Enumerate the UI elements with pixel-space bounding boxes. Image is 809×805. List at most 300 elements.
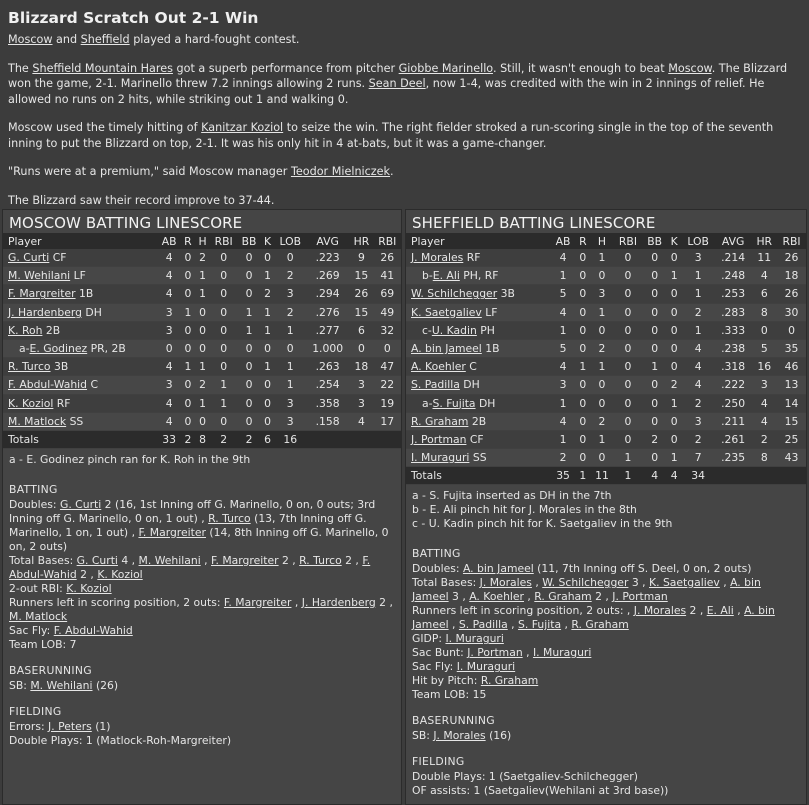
stat-cell: 16 <box>751 358 777 376</box>
stat-cell: .253 <box>715 285 752 303</box>
footnote: a - E. Godinez pinch ran for K. Roh in the 9th <box>9 452 251 466</box>
stat-cell: 1 <box>575 358 590 376</box>
stat-cell: 1 <box>181 303 195 321</box>
player-link[interactable]: J. Portman <box>612 590 668 604</box>
player-link[interactable]: R. Graham <box>411 414 469 428</box>
player-link[interactable]: W. Schilchegger <box>411 287 498 301</box>
sheffield-header-row <box>406 233 806 249</box>
table-row <box>3 394 401 412</box>
table-row <box>3 358 401 376</box>
stat-cell: 3 <box>274 412 306 430</box>
table-row <box>3 267 401 285</box>
stat-cell: 4 <box>158 358 181 376</box>
stat-cell: 0 <box>667 249 681 267</box>
table-row <box>406 394 806 412</box>
stat-cell: 0 <box>642 285 667 303</box>
stat-cell: 0 <box>237 412 260 430</box>
stat-cell: 0 <box>210 249 237 267</box>
column-header: LOB <box>681 233 714 249</box>
stat-cell: 0 <box>614 430 643 448</box>
stat-cell: 1 <box>667 449 681 467</box>
table-row <box>406 321 806 339</box>
stat-cell: 4 <box>158 412 181 430</box>
stat-cell: 0 <box>210 267 237 285</box>
stat-cell: 1 <box>195 285 210 303</box>
stat-cell: 0 <box>261 249 275 267</box>
totals-cell: 2 <box>210 430 237 448</box>
player-link[interactable]: E. Ali <box>432 269 460 283</box>
detail-line: Double Plays: 1 (Saetgaliev-Schilchegger) <box>412 770 638 784</box>
player-link[interactable]: M. Wehilani <box>138 553 201 567</box>
story-paragraph: The Blizzard saw their record improve to 37-44. <box>8 193 275 207</box>
stat-cell: 4 <box>158 249 181 267</box>
stat-cell: 0 <box>575 430 590 448</box>
stat-cell: 0 <box>614 394 643 412</box>
table-row <box>406 339 806 357</box>
player-link[interactable]: M. Matlock <box>8 414 67 428</box>
stat-cell: 49 <box>374 303 401 321</box>
stat-cell: 14 <box>777 394 806 412</box>
stat-cell: 4 <box>681 339 714 357</box>
detail-line: Sac Bunt: J. Portman , I. Muraguri <box>412 646 592 660</box>
stat-cell: 0 <box>642 321 667 339</box>
player-link[interactable]: Giobbe Marinello <box>398 61 493 75</box>
sheffield-details <box>406 547 806 798</box>
stat-cell: 0 <box>237 285 260 303</box>
stat-cell: 35 <box>777 339 806 357</box>
stat-cell: 1 <box>642 358 667 376</box>
column-header: BB <box>642 233 667 249</box>
stat-cell: 22 <box>374 376 401 394</box>
player-link[interactable]: J. Portman <box>411 432 467 446</box>
detail-line: SB: J. Morales (16) <box>412 729 512 743</box>
player-link[interactable]: S. Padilla <box>411 378 460 392</box>
player-link[interactable]: A. bin Jameel <box>462 562 534 576</box>
player-link[interactable]: M. Wehilani <box>30 678 93 692</box>
detail-line: Runners left in scoring position, 2 outs: F. Margreiter , J. Hardenberg 2 , M. Matlock <box>9 595 393 623</box>
stat-cell: 1 <box>681 267 714 285</box>
player-cell: W. Schilchegger 3B <box>406 285 551 303</box>
detail-line: Doubles: A. bin Jameel (11, 7th Inning off S. Deel, 0 on, 2 outs) <box>412 562 752 576</box>
stat-cell: 4 <box>681 376 714 394</box>
table-row <box>3 285 401 303</box>
stat-cell: 2 <box>274 267 306 285</box>
stat-cell: 0 <box>575 267 590 285</box>
stat-cell: 0 <box>575 376 590 394</box>
stat-cell: 1 <box>210 376 237 394</box>
sheffield-rows <box>406 249 806 467</box>
column-header: RBI <box>374 233 401 249</box>
stat-cell: 26 <box>374 249 401 267</box>
column-header: RBI <box>777 233 806 249</box>
player-link[interactable]: I. Muraguri <box>445 632 504 646</box>
stat-cell: 3 <box>158 303 181 321</box>
stat-cell: .333 <box>715 321 752 339</box>
totals-cell: 34 <box>681 467 714 485</box>
player-link[interactable]: I. Muraguri <box>411 451 470 465</box>
stat-cell: 2 <box>195 249 210 267</box>
stat-cell: 1 <box>261 303 275 321</box>
player-cell: a-E. Godinez PR, 2B <box>3 339 158 357</box>
player-link[interactable]: F. Margreiter <box>8 287 76 301</box>
player-link[interactable]: A. bin Jameel <box>412 604 775 632</box>
sheffield-notes <box>406 485 806 535</box>
section-heading: BATTING <box>412 547 461 561</box>
stat-cell: 0 <box>667 339 681 357</box>
column-header: RBI <box>614 233 643 249</box>
player-link[interactable]: Moscow <box>8 33 53 46</box>
stat-cell: 0 <box>158 339 181 357</box>
player-link[interactable]: K. Koziol <box>66 581 112 595</box>
player-link[interactable]: R. Turco <box>208 511 251 525</box>
player-link[interactable]: K. Roh <box>8 323 43 337</box>
stat-cell: 2 <box>261 285 275 303</box>
moscow-linescore-title: MOSCOW BATTING LINESCORE <box>9 214 243 232</box>
player-link[interactable]: R. Turco <box>299 553 342 567</box>
stat-cell: 0 <box>374 339 401 357</box>
column-header: R <box>575 233 590 249</box>
column-header: RBI <box>210 233 237 249</box>
player-cell: R. Turco 3B <box>3 358 158 376</box>
stat-cell: 0 <box>642 303 667 321</box>
section-heading: FIELDING <box>9 704 62 718</box>
stat-cell: 0 <box>614 412 643 430</box>
stat-cell: 0 <box>274 249 306 267</box>
stat-cell: .254 <box>306 376 349 394</box>
stat-cell: 4 <box>158 394 181 412</box>
stat-cell: .248 <box>715 267 752 285</box>
stat-cell: .235 <box>715 449 752 467</box>
totals-cell <box>715 467 752 485</box>
stat-cell: 1 <box>237 321 260 339</box>
totals-cell: 2 <box>237 430 260 448</box>
column-header: AB <box>551 233 576 249</box>
table-row <box>3 303 401 321</box>
stat-cell: 8 <box>751 303 777 321</box>
moscow-totals-row <box>3 430 401 448</box>
stat-cell: 0 <box>181 321 195 339</box>
player-link[interactable]: K. Saetgaliev <box>649 576 720 590</box>
player-link[interactable]: U. Kadin <box>431 323 477 337</box>
stat-cell: 1 <box>681 285 714 303</box>
stat-cell: 0 <box>614 339 643 357</box>
player-link[interactable]: J. Morales <box>633 604 687 618</box>
player-cell: M. Matlock SS <box>3 412 158 430</box>
player-link[interactable]: F. Abdul-Wahid <box>53 623 133 637</box>
player-link[interactable]: J. Morales <box>433 729 486 743</box>
stat-cell: 1 <box>551 267 576 285</box>
moscow-details <box>3 483 401 748</box>
section-heading: FIELDING <box>412 755 465 769</box>
column-header: K <box>261 233 275 249</box>
stat-cell: .250 <box>715 394 752 412</box>
stat-cell: 0 <box>590 267 613 285</box>
detail-line: Team LOB: 7 <box>9 637 77 651</box>
stat-cell: 1 <box>614 449 643 467</box>
player-cell: I. Muraguri SS <box>406 449 551 467</box>
column-header: H <box>195 233 210 249</box>
stat-cell: 0 <box>237 376 260 394</box>
stat-cell: 0 <box>590 376 613 394</box>
stat-cell: 0 <box>181 376 195 394</box>
stat-cell: 4 <box>751 394 777 412</box>
player-cell: K. Roh 2B <box>3 321 158 339</box>
player-link[interactable]: J. Morales <box>479 576 532 590</box>
stat-cell: 0 <box>261 394 275 412</box>
stat-cell: 2 <box>642 430 667 448</box>
stat-cell: 11 <box>751 249 777 267</box>
stat-cell: 0 <box>349 339 373 357</box>
story-paragraph: Moscow and Sheffield played a hard-fought contest. <box>8 33 300 46</box>
player-link[interactable]: F. Margreiter <box>211 553 279 567</box>
stat-cell: 0 <box>590 321 613 339</box>
player-link[interactable]: J. Hardenberg <box>8 305 82 319</box>
story-paragraph: "Runs were at a premium," said Moscow manager Teodor Mielniczek. <box>8 165 394 178</box>
totals-cell: 16 <box>274 430 306 448</box>
stat-cell: 2 <box>681 394 714 412</box>
totals-cell: 33 <box>158 430 181 448</box>
totals-cell: 11 <box>590 467 613 485</box>
player-link[interactable]: F. Abdul-Wahid <box>9 553 371 581</box>
player-link[interactable]: Moscow <box>668 61 712 75</box>
player-link[interactable]: M. Matlock <box>9 609 68 623</box>
stat-cell: .211 <box>715 412 752 430</box>
stat-cell: 0 <box>575 339 590 357</box>
stat-cell: 19 <box>374 394 401 412</box>
stat-cell: 0 <box>237 394 260 412</box>
stat-cell: 1 <box>261 321 275 339</box>
stat-cell: 1 <box>590 358 613 376</box>
stat-cell: 0 <box>590 394 613 412</box>
stat-cell: 5 <box>551 285 576 303</box>
stat-cell: 0 <box>575 412 590 430</box>
stat-cell: 0 <box>210 339 237 357</box>
footnote: b - E. Ali pinch hit for J. Morales in the 8th <box>412 503 637 517</box>
stat-cell: 13 <box>777 376 806 394</box>
player-cell: A. Koehler C <box>406 358 551 376</box>
stat-cell: 0 <box>642 449 667 467</box>
player-cell: b-E. Ali PH, RF <box>406 267 551 285</box>
player-link[interactable]: S. Padilla <box>458 618 508 632</box>
player-link[interactable]: G. Curti <box>76 553 118 567</box>
table-row <box>406 376 806 394</box>
stat-cell: 0 <box>237 358 260 376</box>
stat-cell: 0 <box>575 321 590 339</box>
stat-cell: 2 <box>667 376 681 394</box>
stat-cell: 0 <box>751 321 777 339</box>
stat-cell: 32 <box>374 321 401 339</box>
stat-cell: 1 <box>551 321 576 339</box>
player-link[interactable]: E. Ali <box>706 604 734 618</box>
section-heading: BATTING <box>9 482 58 496</box>
stat-cell: 0 <box>642 249 667 267</box>
stat-cell: 0 <box>642 339 667 357</box>
player-link[interactable]: R. Turco <box>8 360 51 374</box>
stat-cell: 1 <box>551 430 576 448</box>
player-link[interactable]: S. Fujita <box>518 618 562 632</box>
stat-cell: 43 <box>777 449 806 467</box>
moscow-header-row <box>3 233 401 249</box>
table-row <box>3 321 401 339</box>
stat-cell: 0 <box>667 321 681 339</box>
stat-cell: 4 <box>551 249 576 267</box>
stat-cell: 0 <box>181 339 195 357</box>
column-header: HR <box>751 233 777 249</box>
player-link[interactable]: K. Saetgaliev <box>411 305 482 319</box>
stat-cell: 2 <box>751 430 777 448</box>
player-link[interactable]: R. Graham <box>534 590 592 604</box>
stat-cell: 7 <box>681 449 714 467</box>
detail-line: Hit by Pitch: R. Graham <box>412 674 539 688</box>
stat-cell: 1 <box>181 358 195 376</box>
detail-line: Sac Fly: I. Muraguri <box>412 660 516 674</box>
column-header: HR <box>349 233 373 249</box>
player-cell: G. Curti CF <box>3 249 158 267</box>
player-link[interactable]: A. Koehler <box>411 360 466 374</box>
player-cell: J. Morales RF <box>406 249 551 267</box>
stat-cell: 3 <box>681 412 714 430</box>
stat-cell: 9 <box>349 249 373 267</box>
player-link[interactable]: I. Muraguri <box>456 660 516 674</box>
player-link[interactable]: Sheffield <box>80 33 130 46</box>
totals-cell <box>777 467 806 485</box>
player-link[interactable]: J. Morales <box>411 251 464 265</box>
stat-cell: 2 <box>274 303 306 321</box>
player-link[interactable]: R. Graham <box>571 618 629 632</box>
detail-line: Doubles: G. Curti 2 (16, 1st Inning off G. Marinello, 0 on, 0 outs; 3rd Inning off G. Marinello, 0 on, 1 out) , R. Turco (13, 7th Inning off G. Marinello, 1 on, 1 out) , F. Margreiter (14, 8th Inning off G. Marinello, 0 on, 2 outs) <box>9 497 389 553</box>
player-link[interactable]: Sheffield Mountain Hares <box>32 61 173 75</box>
stat-cell: 46 <box>777 358 806 376</box>
detail-line: Errors: J. Peters (1) <box>9 719 111 733</box>
stat-cell: 47 <box>374 358 401 376</box>
stat-cell: 0 <box>667 285 681 303</box>
stat-cell: 4 <box>551 412 576 430</box>
player-link[interactable]: Sean Deel <box>368 77 426 90</box>
stat-cell: 0 <box>210 303 237 321</box>
player-link[interactable]: Teodor Mielniczek <box>290 165 391 178</box>
stat-cell: 0 <box>667 430 681 448</box>
detail-line: Team LOB: 15 <box>412 688 487 702</box>
detail-line: Total Bases: G. Curti 4 , M. Wehilani , F. Margreiter 2 , R. Turco 2 , F. Abdul-Wahid 2 , K. Koziol <box>9 553 371 581</box>
stat-cell: 0 <box>181 285 195 303</box>
player-cell: R. Graham 2B <box>406 412 551 430</box>
player-link[interactable]: G. Curti <box>59 497 102 511</box>
stat-cell: 3 <box>590 285 613 303</box>
stat-cell: 0 <box>195 303 210 321</box>
column-header: H <box>590 233 613 249</box>
player-link[interactable]: A. bin Jameel <box>411 342 482 356</box>
player-link[interactable]: J. Hardenberg <box>301 595 376 609</box>
player-link[interactable]: F. Margreiter <box>138 525 206 539</box>
player-link[interactable]: G. Curti <box>8 251 50 265</box>
player-link[interactable]: W. Schilchegger <box>542 576 629 590</box>
stat-cell: .223 <box>306 249 349 267</box>
stat-cell: 0 <box>575 249 590 267</box>
stat-cell: .358 <box>306 394 349 412</box>
table-row <box>3 339 401 357</box>
stat-cell: 2 <box>590 412 613 430</box>
player-link[interactable]: S. Fujita <box>432 396 476 410</box>
stat-cell: 26 <box>349 285 373 303</box>
sheffield-linescore-table <box>406 233 806 485</box>
player-link[interactable]: K. Koziol <box>97 567 143 581</box>
player-link[interactable]: I. Muraguri <box>532 646 592 660</box>
story-body <box>8 32 801 208</box>
stat-cell: 15 <box>349 303 373 321</box>
player-cell: F. Abdul-Wahid C <box>3 376 158 394</box>
column-header: Player <box>3 233 158 249</box>
stat-cell: 0 <box>181 249 195 267</box>
column-header: BB <box>237 233 260 249</box>
stat-cell: 0 <box>210 412 237 430</box>
detail-line: Total Bases: J. Morales , W. Schilchegger 3 , K. Saetgaliev , A. bin Jameel 3 , A. Koehler , R. Graham 2 , J. Portman <box>412 576 761 604</box>
totals-cell: 4 <box>667 467 681 485</box>
stat-cell: 0 <box>181 412 195 430</box>
player-link[interactable]: J. Peters <box>48 719 92 733</box>
player-link[interactable]: J. Portman <box>467 646 523 660</box>
column-header: K <box>667 233 681 249</box>
table-row <box>3 249 401 267</box>
player-cell: c-U. Kadin PH <box>406 321 551 339</box>
table-row <box>3 412 401 430</box>
stat-cell: 1 <box>261 267 275 285</box>
totals-cell: 8 <box>195 430 210 448</box>
stat-cell: 0 <box>667 412 681 430</box>
table-row <box>406 285 806 303</box>
totals-label: Totals <box>406 467 551 485</box>
player-cell: J. Hardenberg DH <box>3 303 158 321</box>
section-heading: BASERUNNING <box>9 663 92 677</box>
detail-line: OF assists: 1 (Saetgaliev(Wehilani at 3rd base)) <box>412 784 669 798</box>
stat-cell: 1 <box>237 303 260 321</box>
detail-line: SB: M. Wehilani (26) <box>9 678 119 692</box>
stat-cell: 3 <box>349 376 373 394</box>
stat-cell: 1.000 <box>306 339 349 357</box>
stat-cell: .263 <box>306 358 349 376</box>
story-paragraph: Moscow used the timely hitting of Kanitzar Koziol to seize the win. The right fielder stroked a run-scoring single in the top of the seventh inning to put the Blizzard on top, 2-1. It was his only hit in 4 at-bats, but it was a game-changer. <box>8 121 774 150</box>
player-link[interactable]: A. Koehler <box>469 590 524 604</box>
player-cell: J. Portman CF <box>406 430 551 448</box>
stat-cell: 26 <box>777 249 806 267</box>
player-link[interactable]: F. Margreiter <box>223 595 292 609</box>
stat-cell: .294 <box>306 285 349 303</box>
stat-cell: .283 <box>715 303 752 321</box>
stat-cell: 2 <box>681 430 714 448</box>
stat-cell: 69 <box>374 285 401 303</box>
player-link[interactable]: R. Graham <box>480 674 539 688</box>
moscow-linescore-table <box>3 233 401 449</box>
stat-cell: 3 <box>274 394 306 412</box>
stat-cell: 0 <box>642 376 667 394</box>
stat-cell: 1 <box>667 267 681 285</box>
player-link[interactable]: A. bin Jameel <box>412 576 761 604</box>
stat-cell: 0 <box>667 303 681 321</box>
table-row <box>406 358 806 376</box>
stat-cell: 3 <box>751 376 777 394</box>
player-link[interactable]: Kanitzar Koziol <box>201 121 284 134</box>
stat-cell: 4 <box>349 412 373 430</box>
stat-cell: 8 <box>751 449 777 467</box>
player-link[interactable]: E. Godinez <box>29 342 88 356</box>
stat-cell: 0 <box>195 321 210 339</box>
player-link[interactable]: M. Wehilani <box>8 269 71 283</box>
totals-cell <box>306 430 349 448</box>
player-link[interactable]: F. Abdul-Wahid <box>8 378 88 392</box>
player-link[interactable]: K. Koziol <box>8 396 54 410</box>
stat-cell: .238 <box>715 339 752 357</box>
stat-cell: 4 <box>551 303 576 321</box>
stat-cell: 1 <box>590 430 613 448</box>
